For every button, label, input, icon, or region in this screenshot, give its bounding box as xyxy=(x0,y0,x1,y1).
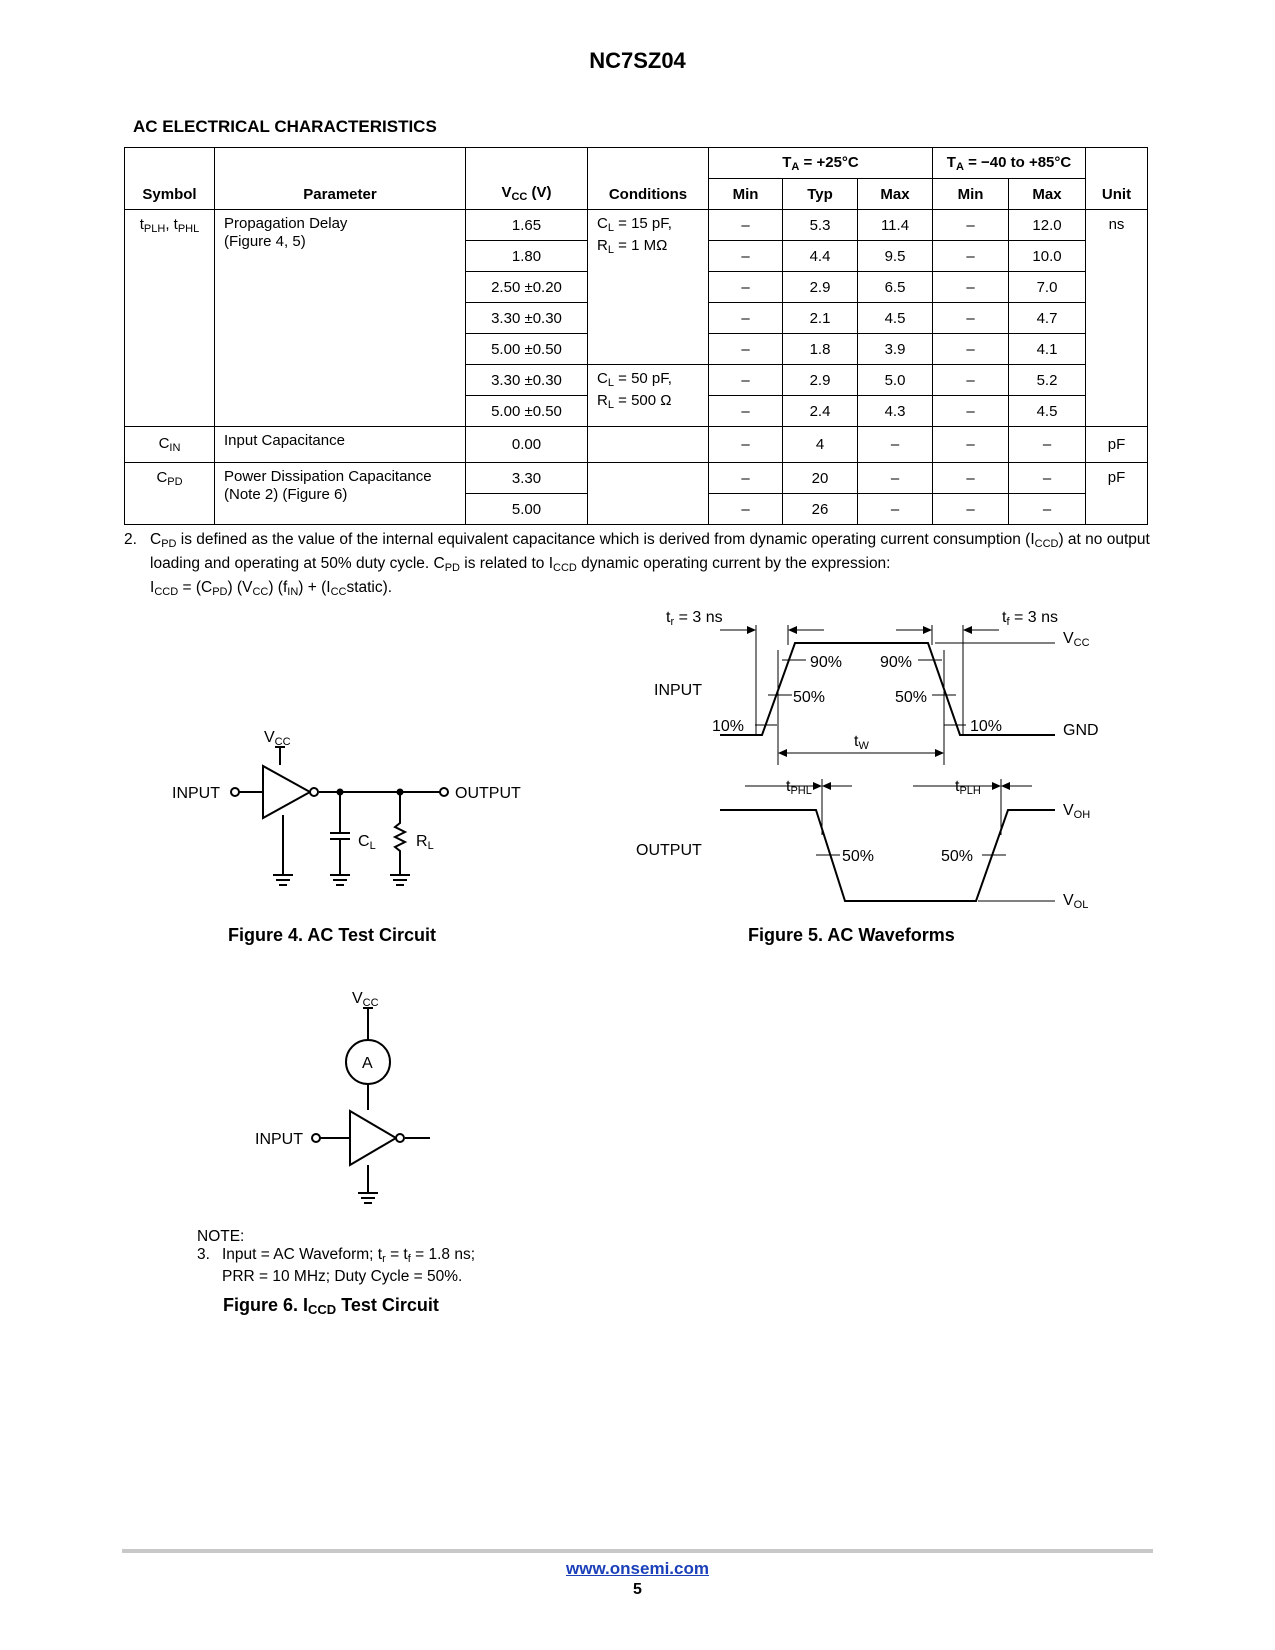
tf-label: tf = 3 ns xyxy=(1002,609,1058,628)
min-ext-cell: – xyxy=(933,241,1009,272)
min-ext-cell: – xyxy=(933,427,1009,463)
min-ext-cell: – xyxy=(933,396,1009,427)
note-3 xyxy=(197,1246,475,1286)
output-label: OUTPUT xyxy=(636,842,702,859)
max-cell: 4.5 xyxy=(858,303,933,334)
typ-cell: 2.9 xyxy=(783,365,858,396)
max-ext-cell: 10.0 xyxy=(1009,241,1086,272)
table-row xyxy=(125,210,1148,241)
vcc-cell: 1.80 xyxy=(466,241,588,272)
max-cell: 6.5 xyxy=(858,272,933,303)
min-cell: – xyxy=(709,427,783,463)
typ-cell: 26 xyxy=(783,494,858,525)
max-cell: 11.4 xyxy=(858,210,933,241)
unit-ns: ns xyxy=(1086,210,1148,427)
max-cell: 3.9 xyxy=(858,334,933,365)
typ-cell: 2.9 xyxy=(783,272,858,303)
arrowhead-icon xyxy=(963,626,972,634)
figure-4-caption: Figure 4. AC Test Circuit xyxy=(228,925,437,945)
conditions-cell xyxy=(588,463,709,525)
col-unit: Unit xyxy=(1086,148,1148,210)
symbol-cin: $C_{IN}$ xyxy=(125,427,215,463)
note-number: 3. xyxy=(197,1246,210,1263)
min-ext-cell: – xyxy=(933,365,1009,396)
typ-cell: 5.3 xyxy=(783,210,858,241)
input-label: INPUT xyxy=(255,1131,303,1148)
ground-icon xyxy=(330,875,350,885)
col-min: Min xyxy=(709,179,783,210)
col-vcc: $V_{CC}$ (V) xyxy=(466,148,588,210)
typ-cell: 2.4 xyxy=(783,396,858,427)
ground-icon xyxy=(358,1193,378,1203)
arrowhead-icon xyxy=(778,749,787,757)
max-ext-cell: – xyxy=(1009,494,1086,525)
inverter-bubble xyxy=(310,788,318,796)
ground-icon xyxy=(390,875,410,885)
min-cell: – xyxy=(709,241,783,272)
min-cell: – xyxy=(709,494,783,525)
min-cell: – xyxy=(709,334,783,365)
vcc-cell: 5.00 xyxy=(466,494,588,525)
inverter-symbol xyxy=(350,1111,396,1165)
resistor-rl xyxy=(395,792,405,875)
figure-6-caption: Figure 6. $I_{CCD}$ Test Circuit xyxy=(223,1295,439,1317)
voh-label: VOH xyxy=(1063,802,1091,821)
output-terminal xyxy=(440,788,448,796)
min-cell: – xyxy=(709,303,783,334)
ac-characteristics-table xyxy=(124,147,1148,525)
junction-dot xyxy=(397,789,404,796)
conditions-15pf: $C_L = 15$ pF, $R_L = 1$ MΩ xyxy=(588,210,709,365)
min-ext-cell: – xyxy=(933,463,1009,494)
arrowhead-icon xyxy=(813,782,822,790)
symbol-tp: $t_{PLH}$, $t_{PHL}$ xyxy=(125,210,215,427)
max-cell: – xyxy=(858,463,933,494)
vcc-cell: 0.00 xyxy=(466,427,588,463)
arrowhead-icon xyxy=(822,782,831,790)
section-title: AC ELECTRICAL CHARACTERISTICS xyxy=(133,117,437,136)
arrowhead-icon xyxy=(1001,782,1010,790)
junction-dot xyxy=(337,789,344,796)
label-90-fall: 90% xyxy=(880,654,913,671)
footer-divider xyxy=(122,1549,1153,1553)
max-cell: – xyxy=(858,427,933,463)
note-2 xyxy=(124,530,1156,602)
vcc-label: VCC xyxy=(264,729,291,748)
vol-label: VOL xyxy=(1063,892,1089,911)
figure-5-ac-waveforms xyxy=(630,605,1120,915)
arrowhead-icon xyxy=(747,626,756,634)
col-conditions: Conditions xyxy=(588,148,709,210)
label-10-rise: 10% xyxy=(712,718,745,735)
col-symbol: Symbol xyxy=(125,148,215,210)
figure-6-iccd-test-circuit xyxy=(240,985,470,1210)
note-number: 2. xyxy=(124,531,137,548)
arrowhead-icon xyxy=(923,626,932,634)
label-50-fall: 50% xyxy=(895,689,928,706)
max-cell: – xyxy=(858,494,933,525)
typ-cell: 1.8 xyxy=(783,334,858,365)
max-cell: 9.5 xyxy=(858,241,933,272)
col-max-ext: Max xyxy=(1009,179,1086,210)
typ-cell: 4.4 xyxy=(783,241,858,272)
note-text: $C_{PD}$ is defined as the value of the internal equivalent capacitance which is derived from dynamic operating current consumption $(I_{CCD})$ at no output loading and operating at 50% duty cycle. $C_{PD}$ is related to $I_{CCD}$ dynamic operating current by the expression: $I_{CCD} = (C_{PD})$ $(V_{CC}) (f_{IN})$ + $(I_{CC}static)$. xyxy=(150,531,1150,598)
table-row xyxy=(125,427,1148,463)
vcc-cell: 2.50 ±0.20 xyxy=(466,272,588,303)
min-ext-cell: – xyxy=(933,210,1009,241)
max-ext-cell: 4.7 xyxy=(1009,303,1086,334)
vcc-cell: 3.30 ±0.30 xyxy=(466,303,588,334)
note-line: PRR = 10 MHz; Duty Cycle = 50%. xyxy=(222,1268,463,1285)
ammeter-label: A xyxy=(362,1055,373,1072)
vcc-cell: 5.00 ±0.50 xyxy=(466,396,588,427)
max-ext-cell: – xyxy=(1009,463,1086,494)
page-number: 5 xyxy=(633,1581,642,1598)
param-cin: Input Capacitance xyxy=(215,427,466,463)
vcc-cell: 3.30 ±0.30 xyxy=(466,365,588,396)
typ-cell: 20 xyxy=(783,463,858,494)
max-ext-cell: 5.2 xyxy=(1009,365,1086,396)
tplh-label: tPLH xyxy=(955,778,981,797)
label-50-out-fall: 50% xyxy=(842,848,875,865)
inverter-bubble xyxy=(396,1134,404,1142)
min-cell: – xyxy=(709,210,783,241)
arrowhead-icon xyxy=(935,749,944,757)
label-90-rise: 90% xyxy=(810,654,843,671)
typ-cell: 2.1 xyxy=(783,303,858,334)
min-ext-cell: – xyxy=(933,272,1009,303)
unit-pf: pF xyxy=(1086,463,1148,525)
vcc-label: VCC xyxy=(352,990,379,1009)
vcc-label: VCC xyxy=(1063,630,1090,649)
min-ext-cell: – xyxy=(933,303,1009,334)
document-title: NC7SZ04 xyxy=(589,48,686,73)
label-50-out-rise: 50% xyxy=(941,848,974,865)
conditions-cell xyxy=(588,427,709,463)
output-label: OUTPUT xyxy=(455,785,521,802)
cl-label: CL xyxy=(358,833,376,852)
figure-4-ac-test-circuit xyxy=(160,715,540,895)
symbol-cpd: $C_{PD}$ xyxy=(125,463,215,525)
label-10-fall: 10% xyxy=(970,718,1003,735)
label-50-rise: 50% xyxy=(793,689,826,706)
min-ext-cell: – xyxy=(933,334,1009,365)
min-cell: – xyxy=(709,272,783,303)
max-ext-cell: 4.1 xyxy=(1009,334,1086,365)
col-parameter: Parameter xyxy=(215,148,466,210)
inverter-symbol xyxy=(263,766,310,818)
col-min-ext: Min xyxy=(933,179,1009,210)
min-cell: – xyxy=(709,365,783,396)
max-ext-cell: 4.5 xyxy=(1009,396,1086,427)
input-label: INPUT xyxy=(654,682,702,699)
tw-label: tW xyxy=(854,733,869,752)
figure-5-caption: Figure 5. AC Waveforms xyxy=(748,925,955,945)
max-ext-cell: 12.0 xyxy=(1009,210,1086,241)
min-ext-cell: – xyxy=(933,494,1009,525)
header-row-1 xyxy=(125,148,1148,179)
vcc-cell: 3.30 xyxy=(466,463,588,494)
note-title: NOTE: xyxy=(197,1228,245,1245)
input-label: INPUT xyxy=(172,785,220,802)
min-cell: – xyxy=(709,463,783,494)
footer-link[interactable]: www.onsemi.com xyxy=(566,1559,709,1578)
unit-pf: pF xyxy=(1086,427,1148,463)
typ-cell: 4 xyxy=(783,427,858,463)
col-typ: Typ xyxy=(783,179,858,210)
tphl-label: tPHL xyxy=(786,778,812,797)
arrowhead-icon xyxy=(992,782,1001,790)
gnd-label: GND xyxy=(1063,722,1099,739)
ground-icon xyxy=(273,875,293,885)
table-row xyxy=(125,463,1148,494)
param-cpd: Power Dissipation Capacitance (Note 2) (Figure 6) xyxy=(215,463,466,525)
min-cell: – xyxy=(709,396,783,427)
input-terminal xyxy=(312,1134,320,1142)
col-max: Max xyxy=(858,179,933,210)
conditions-50pf: $C_L = 50$ pF, $R_L = 500$ Ω xyxy=(588,365,709,427)
max-cell: 4.3 xyxy=(858,396,933,427)
max-cell: 5.0 xyxy=(858,365,933,396)
col-group-ta-ext: $T_A = -40$ to +85°C xyxy=(933,148,1086,179)
rl-label: RL xyxy=(416,833,434,852)
vcc-cell: 5.00 ±0.50 xyxy=(466,334,588,365)
vcc-cell: 1.65 xyxy=(466,210,588,241)
input-terminal xyxy=(231,788,239,796)
col-group-ta25: $T_A = +25^\circ C$ xyxy=(709,148,933,179)
max-ext-cell: 7.0 xyxy=(1009,272,1086,303)
max-ext-cell: – xyxy=(1009,427,1086,463)
arrowhead-icon xyxy=(788,626,797,634)
figure-6-note xyxy=(197,1228,475,1286)
param-tp: Propagation Delay (Figure 4, 5) xyxy=(215,210,466,427)
tr-label: tr = 3 ns xyxy=(666,609,723,628)
note-line: Input = AC Waveform; $t_r = t_f = 1.8$ ns; xyxy=(222,1246,476,1265)
